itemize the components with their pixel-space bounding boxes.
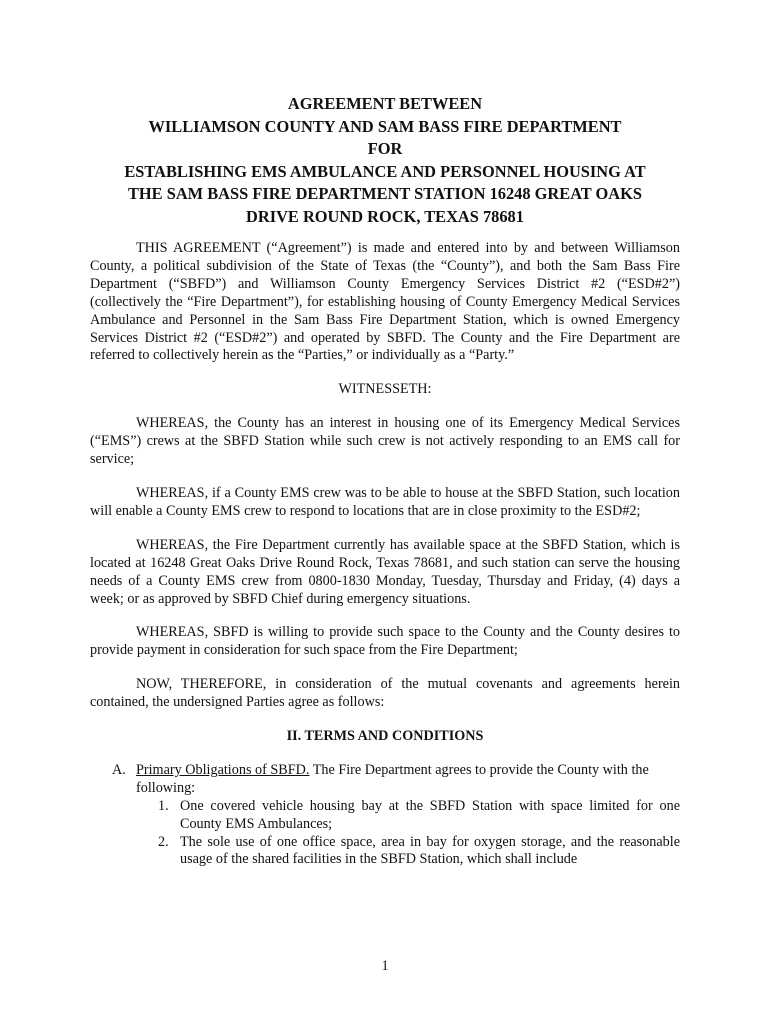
title-line: FOR [367,139,403,158]
list-item [90,834,680,870]
obligations-list [90,798,680,870]
whereas-paragraph: WHEREAS, the Fire Department currently has available space at the SBFD Station, which is located at 16248 Great Oaks Drive Round Rock, Texas 78681, and such station can serve the housing needs of a County EMS crew from 0800-1830 Monday, Tuesday, Thursday and Friday, (4) days a week; or as approved by SBFD Chief during emergency situations. [90,536,680,607]
title-line: WILLIAMSON COUNTY AND SAM BASS FIRE DEPARTMENT [148,116,622,136]
witnesseth-heading: WITNESSETH: [338,381,432,398]
section-heading: II. TERMS AND CONDITIONS [286,728,484,745]
list-item-number: 2. [158,833,169,850]
list-item-text: One covered vehicle housing bay at the SBFD Station with space limited for one County EMS Ambulances; [180,797,680,832]
list-item [90,798,680,834]
document-body [90,240,680,869]
now-therefore-paragraph: NOW, THEREFORE, in consideration of the mutual covenants and agreements herein contained, the undersigned Parties agree as follows: [90,676,680,711]
title-line: AGREEMENT BETWEEN [287,94,483,113]
list-item-number: 1. [158,797,169,814]
whereas-paragraph: WHEREAS, if a County EMS crew was to be able to house at the SBFD Station, such location will enable a County EMS crew to respond to locations that are in close proximity to the ESD#2; [90,484,680,519]
title-line: DRIVE ROUND ROCK, TEXAS 78681 [246,206,524,226]
title-line: THE SAM BASS FIRE DEPARTMENT STATION 16248 GREAT OAKS [128,184,642,203]
intro-paragraph: THIS AGREEMENT (“Agreement”) is made and entered into by and between Williamson County, a political subdivision of the State of Texas (the “County”), and both the Sam Bass Fire Department (“SBFD”) and Williamson County Emergency Services District #2 (“ESD#2”) (collectively the “Fire Department”), for establishing housing of County Emergency Medical Services Ambulance and Personnel in the Sam Bass Fire Department Station, which is owned Emergency Services District #2 (“ESD#2”) and operated by SBFD. The County and the Fire Department are referred to collectively herein as the “Parties,” or individually as a “Party.” [90,240,680,364]
section-a [90,762,680,798]
agreement-title [80,93,690,228]
whereas-paragraph: WHEREAS, the County has an interest in housing one of its Emergency Medical Services (“EMS”) crews at the SBFD Station while such crew is not actively responding to an EMS call for service; [90,415,680,468]
title-line: ESTABLISHING EMS AMBULANCE AND PERSONNEL HOUSING AT [124,161,646,181]
section-a-title: Primary Obligations of SBFD. [136,761,310,778]
page-number: 1 [381,958,389,974]
whereas-paragraph: WHEREAS, SBFD is willing to provide such space to the County and the County desires to provide payment in consideration for such space from the Fire Department; [90,624,680,659]
section-a-text: The Fire Department agrees to provide the County with the following: [136,761,649,796]
section-a-marker: A. [112,761,126,778]
list-item-text: The sole use of one office space, area in bay for oxygen storage, and the reasonable usage of the shared facilities in the SBFD Station, which shall include [180,833,680,868]
